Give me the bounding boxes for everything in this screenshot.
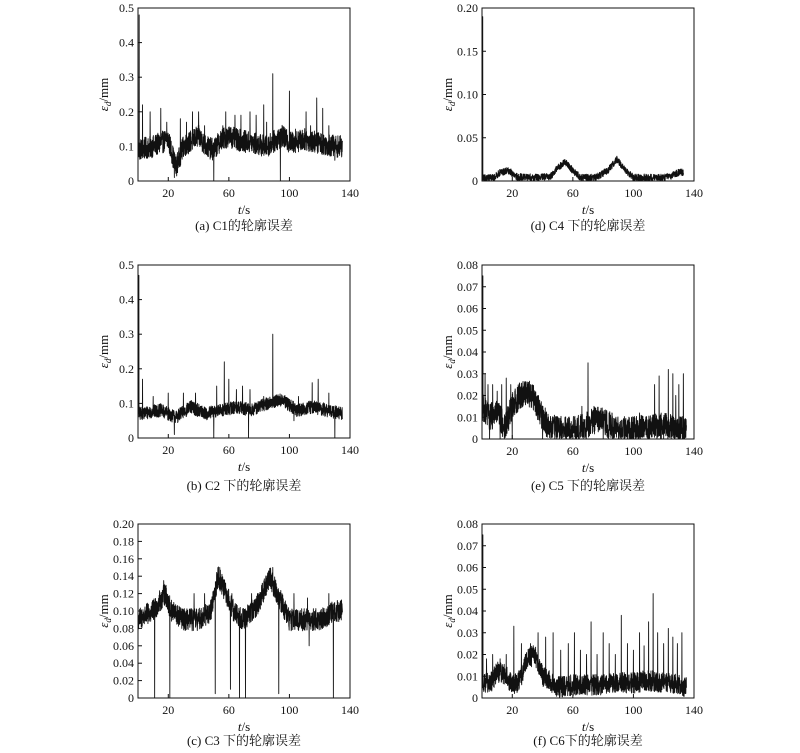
plot-frame-d bbox=[482, 8, 694, 181]
y-tick-label-c-6: 0.12 bbox=[113, 586, 134, 601]
y-tick-label-f-0: 0 bbox=[472, 691, 478, 705]
y-tick-label-b-3: 0.3 bbox=[119, 327, 134, 342]
y-tick-label-e-4: 0.04 bbox=[457, 345, 478, 359]
x-axis-label-e: t/s bbox=[581, 460, 595, 475]
x-tick-label-d-2: 100 bbox=[624, 186, 643, 200]
y-tick-label-e-3: 0.03 bbox=[457, 366, 478, 381]
y-axis-label-e: $\varepsilon_d/mm$ bbox=[440, 335, 457, 369]
chart-f bbox=[440, 517, 703, 748]
caption-f: (f) C6下的轮廓误差 bbox=[533, 733, 643, 748]
x-tick-label-a-3: 140 bbox=[341, 186, 359, 200]
x-tick-label-c-0: 20 bbox=[162, 703, 175, 717]
chart-d bbox=[440, 1, 703, 233]
x-tick-label-e-2: 100 bbox=[624, 444, 643, 458]
series-line-c bbox=[138, 567, 342, 698]
chart-e bbox=[440, 258, 703, 493]
y-tick-label-f-2: 0.02 bbox=[457, 647, 478, 662]
chart-a bbox=[96, 1, 359, 233]
x-tick-label-a-2: 100 bbox=[280, 186, 299, 200]
caption-b: (b) C2 下的轮廓误差 bbox=[186, 478, 302, 493]
caption-e: (e) C5 下的轮廓误差 bbox=[530, 478, 646, 493]
y-tick-label-c-8: 0.16 bbox=[113, 551, 134, 566]
y-tick-label-e-5: 0.05 bbox=[457, 323, 478, 338]
y-tick-label-a-4: 0.4 bbox=[119, 35, 134, 50]
x-tick-label-e-1: 60 bbox=[566, 444, 579, 458]
y-tick-label-e-7: 0.07 bbox=[457, 279, 478, 294]
x-tick-label-c-1: 60 bbox=[222, 703, 235, 717]
x-axis-label-b: t/s bbox=[237, 459, 251, 474]
x-tick-label-f-0: 20 bbox=[506, 703, 519, 717]
x-axis-label-a: t/s bbox=[237, 202, 251, 217]
y-tick-label-d-1: 0.05 bbox=[457, 130, 478, 145]
y-tick-label-e-6: 0.06 bbox=[457, 301, 478, 316]
y-tick-label-a-3: 0.3 bbox=[119, 70, 134, 85]
y-tick-label-a-5: 0.5 bbox=[119, 1, 134, 15]
x-tick-label-f-3: 140 bbox=[685, 703, 703, 717]
y-axis-label-d: $\varepsilon_d/mm$ bbox=[440, 77, 457, 112]
y-tick-label-c-7: 0.14 bbox=[113, 569, 134, 584]
y-tick-label-c-4: 0.08 bbox=[113, 621, 134, 636]
y-tick-label-f-7: 0.07 bbox=[457, 538, 478, 553]
y-tick-label-c-10: 0.20 bbox=[113, 517, 134, 531]
y-tick-label-c-0: 0 bbox=[128, 691, 134, 705]
y-axis-label-a: $\varepsilon_d/mm$ bbox=[96, 77, 113, 112]
y-tick-label-d-0: 0 bbox=[472, 174, 478, 188]
y-tick-label-a-0: 0 bbox=[128, 174, 134, 188]
y-tick-label-f-6: 0.06 bbox=[457, 560, 478, 575]
x-axis-label-d: t/s bbox=[581, 202, 595, 217]
y-tick-label-d-4: 0.20 bbox=[457, 1, 478, 15]
series-line-b bbox=[138, 275, 342, 438]
series-line-f bbox=[482, 535, 686, 697]
chart-c bbox=[96, 517, 359, 748]
y-tick-label-a-1: 0.1 bbox=[119, 139, 134, 154]
y-tick-label-c-9: 0.18 bbox=[113, 534, 134, 549]
y-tick-label-c-3: 0.06 bbox=[113, 638, 134, 653]
chart-b bbox=[96, 258, 359, 493]
y-axis-label-b: $\varepsilon_d/mm$ bbox=[96, 334, 113, 369]
series-line-d bbox=[482, 17, 683, 181]
y-tick-label-f-3: 0.03 bbox=[457, 625, 478, 640]
y-tick-label-b-1: 0.1 bbox=[119, 396, 134, 411]
x-axis-label-f: t/s bbox=[581, 719, 595, 734]
x-tick-label-f-2: 100 bbox=[624, 703, 643, 717]
y-tick-label-d-3: 0.15 bbox=[457, 44, 478, 59]
caption-a: (a) C1的轮廓误差 bbox=[195, 218, 293, 233]
x-tick-label-b-3: 140 bbox=[341, 443, 359, 457]
x-tick-label-f-1: 60 bbox=[566, 703, 579, 717]
y-tick-label-f-4: 0.04 bbox=[457, 604, 478, 618]
series-line-e bbox=[482, 276, 686, 439]
y-tick-label-f-5: 0.05 bbox=[457, 582, 478, 597]
y-axis-label-c: $\varepsilon_d/mm$ bbox=[96, 594, 113, 628]
y-tick-label-e-8: 0.08 bbox=[457, 258, 478, 272]
x-tick-label-c-3: 140 bbox=[341, 703, 359, 717]
y-tick-label-f-1: 0.01 bbox=[457, 669, 478, 684]
y-tick-label-b-0: 0 bbox=[128, 431, 134, 445]
x-tick-label-b-2: 100 bbox=[280, 443, 299, 457]
y-axis-label-f: $\varepsilon_d/mm$ bbox=[440, 594, 457, 628]
y-tick-label-e-2: 0.02 bbox=[457, 388, 478, 403]
x-tick-label-a-1: 60 bbox=[222, 186, 235, 200]
caption-c: (c) C3 下的轮廓误差 bbox=[186, 733, 302, 748]
y-tick-label-c-1: 0.02 bbox=[113, 673, 134, 688]
caption-d: (d) C4 下的轮廓误差 bbox=[530, 218, 646, 233]
x-tick-label-b-1: 60 bbox=[222, 443, 235, 457]
x-tick-label-a-0: 20 bbox=[162, 186, 175, 200]
y-tick-label-b-5: 0.5 bbox=[119, 258, 134, 272]
y-tick-label-b-2: 0.2 bbox=[119, 361, 134, 376]
x-tick-label-d-1: 60 bbox=[566, 186, 579, 200]
x-tick-label-e-3: 140 bbox=[685, 444, 703, 458]
x-axis-label-c: t/s bbox=[237, 719, 251, 734]
y-tick-label-b-4: 0.4 bbox=[119, 292, 134, 307]
y-tick-label-c-5: 0.10 bbox=[113, 604, 134, 618]
x-tick-label-d-3: 140 bbox=[685, 186, 703, 200]
y-tick-label-e-0: 0 bbox=[472, 432, 478, 446]
x-tick-label-b-0: 20 bbox=[162, 443, 175, 457]
y-tick-label-e-1: 0.01 bbox=[457, 410, 478, 425]
series-line-a bbox=[138, 15, 342, 181]
x-tick-label-e-0: 20 bbox=[506, 444, 519, 458]
y-tick-label-d-2: 0.10 bbox=[457, 87, 478, 102]
x-tick-label-d-0: 20 bbox=[506, 186, 519, 200]
y-tick-label-a-2: 0.2 bbox=[119, 104, 134, 119]
y-tick-label-c-2: 0.04 bbox=[113, 656, 134, 671]
x-tick-label-c-2: 100 bbox=[280, 703, 299, 717]
y-tick-label-f-8: 0.08 bbox=[457, 517, 478, 531]
